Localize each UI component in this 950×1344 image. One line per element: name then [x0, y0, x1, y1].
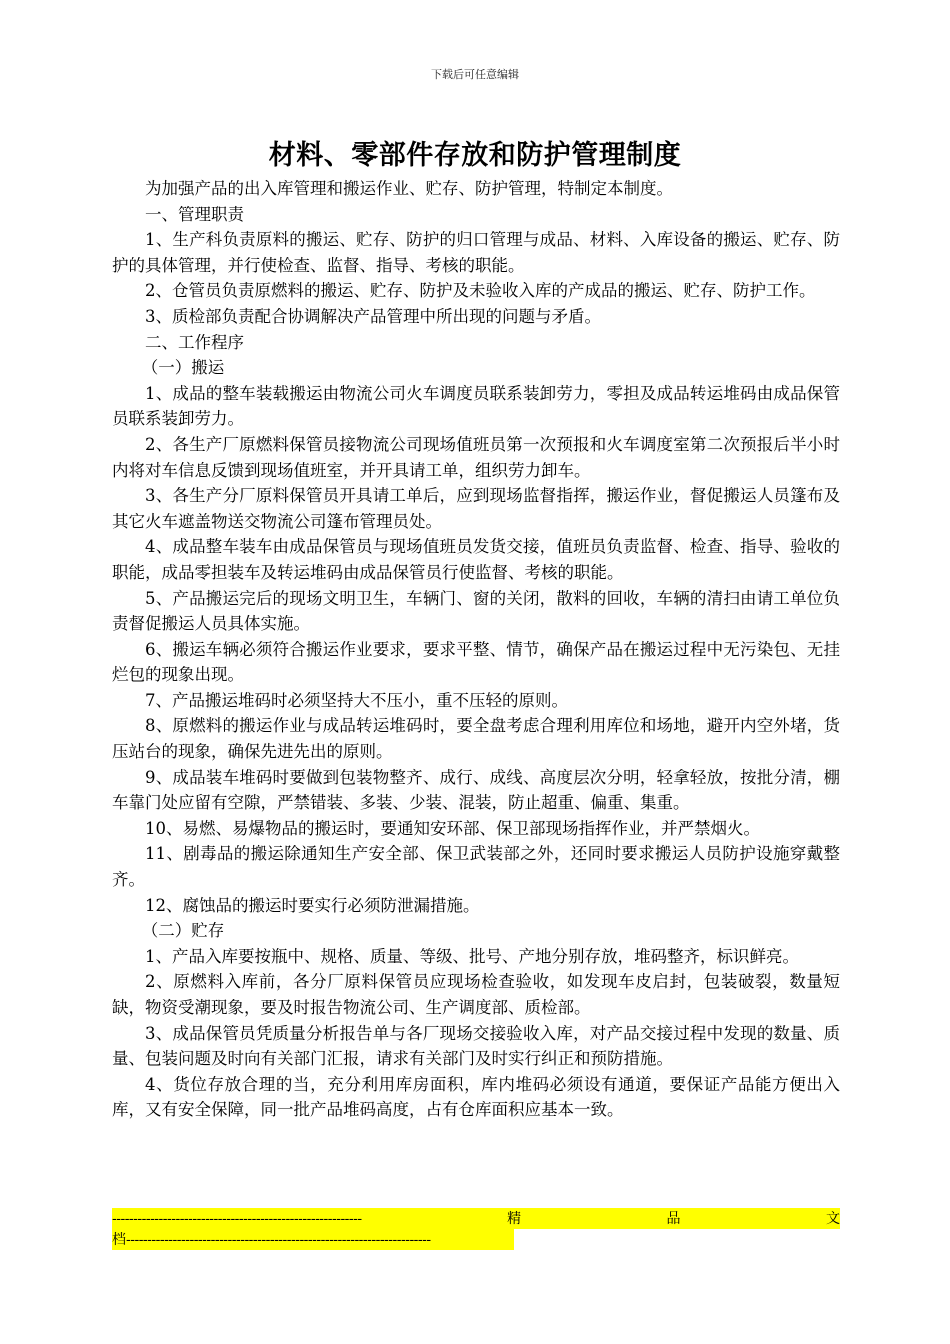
paragraph: 10、易燃、易爆物品的搬运时，要通知安环部、保卫部现场指挥作业，并严禁烟火。: [145, 818, 760, 838]
paragraph: 11、剧毒品的搬运除通知生产安全部、保卫武装部之外，还同时要求搬运人员防护设施穿戴整齐。: [112, 844, 840, 890]
paragraph: 1、生产科负责原料的搬运、贮存、防护的归口管理与成品、材料、入库设备的搬运、贮存、防护的具体管理，并行使检查、监督、指导、考核的职能。: [112, 230, 840, 275]
footer-char: 品: [666, 1211, 681, 1227]
footer-char: 档: [112, 1232, 126, 1248]
paragraph: 12、腐蚀品的搬运时要实行必须防泄漏措施。: [145, 895, 480, 915]
paragraph: 1、成品的整车装载搬运由物流公司火车调度员联系装卸劳力，零担及成品转运堆码由成品保管员联系装卸劳力。: [112, 383, 840, 429]
paragraph: 5、产品搬运完后的现场文明卫生，车辆门、窗的关闭，散料的回收，车辆的清扫由请工单位负责督促搬运人员具体实施。: [112, 588, 840, 634]
paragraph: 1、产品入库要按瓶中、规格、质量、等级、批号、产地分别存放，堆码整齐，标识鲜亮。: [145, 946, 799, 966]
paragraph: 6、搬运车辆必须符合搬运作业要求，要求平整、情节，确保产品在搬运过程中无污染包、无挂烂包的现象出现。: [112, 639, 840, 685]
paragraph: 4、货位存放合理的当，充分利用库房面积，库内堆码必须设有通道，要保证产品能方便出入库，又有安全保障，同一批产品堆码高度，占有仓库面积应基本一致。: [112, 1074, 840, 1120]
paragraph: 7、产品搬运堆码时必须坚持大不压小，重不压轻的原则。: [145, 690, 568, 710]
footer-row-2: [112, 1229, 514, 1250]
paragraph: 2、仓管员负责原燃料的搬运、贮存、防护及未验收入库的产成品的搬运、贮存、防护工作。: [145, 281, 816, 301]
paragraph: 3、成品保管员凭质量分析报告单与各厂现场交接验收入库，对产品交接过程中发现的数量、质量、包装问题及时向有关部门汇报，请求有关部门及时实行纠正和预防措施。: [112, 1023, 840, 1069]
section-heading-1: 一、管理职责: [145, 204, 244, 224]
paragraph: 2、原燃料入库前，各分厂原料保管员应现场检查验收，如发现车皮启封，包装破裂，数量短缺，物资受潮现象，要及时报告物流公司、生产调度部、质检部。: [112, 972, 840, 1017]
footer-dashes-left: -----------------------------------------------------------: [112, 1211, 362, 1227]
subsection-heading-storage: （二）贮存: [141, 921, 225, 941]
paragraph: 3、各生产分厂原料保管员开具请工单后，应到现场监督指挥，搬运作业，督促搬运人员篷布及其它火车遮盖物送交物流公司篷布管理员处。: [112, 486, 840, 531]
section-heading-2: 二、工作程序: [145, 332, 244, 352]
footer-char: 精: [507, 1211, 522, 1227]
paragraph: 2、各生产厂原燃料保管员接物流公司现场值班员第一次预报和火车调度室第二次预报后半小时内将对车信息反馈到现场值班室，并开具请工单，组织劳力卸车。: [112, 434, 840, 480]
paragraph: 8、原燃料的搬运作业与成品转运堆码时，要全盘考虑合理利用库位和场地，避开内空外堵，货压站台的现象，确保先进先出的原则。: [112, 716, 840, 762]
paragraph: 3、质检部负责配合协调解决产品管理中所出现的问题与矛盾。: [145, 306, 601, 326]
footer-dashes-right: ------------------------------------------------------------------------: [126, 1232, 431, 1248]
subsection-heading-transport: （一）搬运: [141, 358, 225, 378]
page-header-note: 下载后可任意编辑: [431, 68, 519, 81]
paragraph-intro: 为加强产品的出入库管理和搬运作业、贮存、防护管理，特制定本制度。: [145, 179, 673, 198]
document-title: 材料、零部件存放和防护管理制度: [268, 140, 682, 171]
paragraph: 9、成品装车堆码时要做到包装物整齐、成行、成线、高度层次分明，轻拿轻放，按批分清，棚车靠门处应留有空隙，严禁错装、多装、少装、混装，防止超重、偏重、集重。: [112, 767, 840, 813]
document-body: [112, 176, 840, 1123]
footer-banner: [112, 1208, 840, 1257]
footer-char: 文: [825, 1211, 840, 1227]
paragraph: 4、成品整车装车由成品保管员与现场值班员发货交接，值班员负责监督、检查、指导、验收的职能，成品零担装车及转运堆码由成品保管员行使监督、考核的职能。: [112, 537, 840, 582]
footer-row-1: [112, 1208, 840, 1229]
